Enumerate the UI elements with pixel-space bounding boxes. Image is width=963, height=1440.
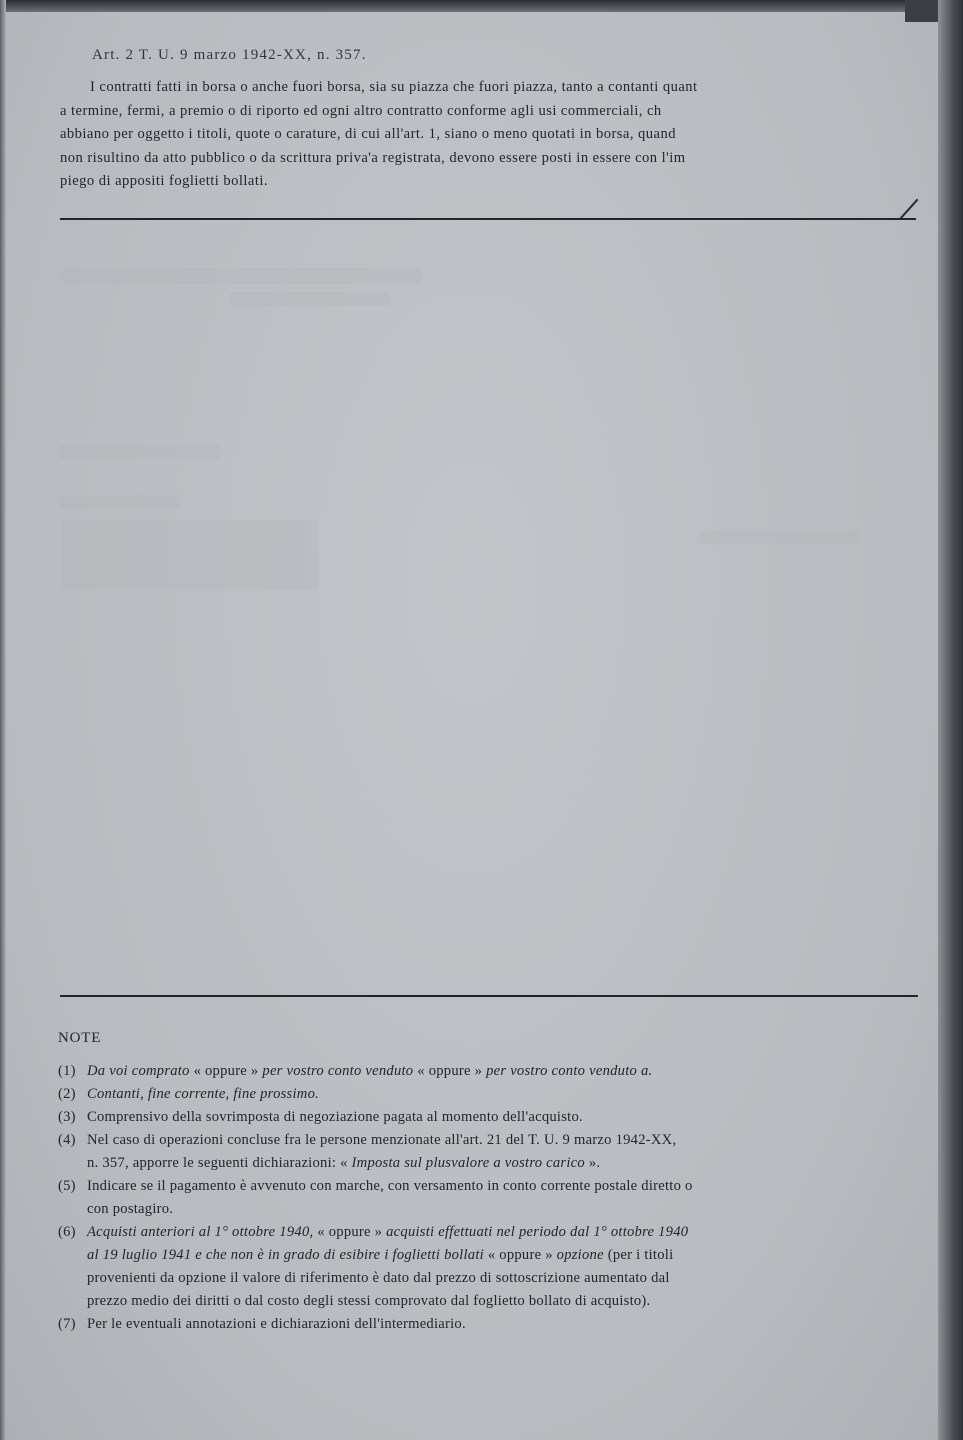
- note-item: [58, 1060, 924, 1083]
- note-number: (1): [58, 1063, 76, 1079]
- section-divider-top: [60, 218, 916, 220]
- note-item: [58, 1175, 924, 1198]
- note-continuation: [58, 1244, 924, 1267]
- note-number: (6): [58, 1224, 76, 1240]
- note-item: [58, 1129, 924, 1152]
- note-text: Nel caso di operazioni concluse fra le persone menzionate all'art. 21 del T. U. 9 marzo 1942-XX,: [87, 1132, 677, 1148]
- note-number: (2): [58, 1086, 76, 1102]
- note-text: (per i titoli: [603, 1247, 674, 1263]
- note-text: n. 357, apporre le seguenti dichiarazioni: «: [87, 1155, 352, 1171]
- note-text: Contanti, fine corrente, fine prossimo.: [87, 1086, 320, 1102]
- note-text: provenienti da opzione il valore di riferimento è dato dal prezzo di sottoscrizione aumentato dal: [87, 1270, 670, 1286]
- note-text: ».: [584, 1155, 601, 1171]
- note-text: prezzo medio dei diritti o dal costo degli stessi comprovato dal foglietto bollato di acquisto).: [87, 1293, 651, 1309]
- bleed-through-mark: [60, 495, 180, 509]
- note-continuation: [58, 1198, 924, 1221]
- scan-left-edge: [0, 0, 6, 1440]
- note-text: con postagiro.: [87, 1201, 174, 1217]
- note-continuation: [58, 1152, 924, 1175]
- bleed-through-mark: [700, 530, 860, 544]
- note-text: « oppure »: [417, 1063, 487, 1079]
- article-body: [60, 76, 916, 194]
- note-text: al 19 luglio 1941 e che non è in grado di esibire i foglietti bollati: [87, 1247, 488, 1263]
- note-text: « oppure »: [487, 1247, 557, 1263]
- note-number: (5): [58, 1178, 76, 1194]
- note-text: acquisti effettuati nel periodo dal 1° ottobre 1940: [386, 1224, 689, 1240]
- bleed-through-mark: [60, 445, 220, 459]
- note-item: [58, 1083, 924, 1106]
- note-text: Indicare se il pagamento è avvenuto con marche, con versamento in conto corrente postale diretto o: [87, 1178, 693, 1194]
- article-line: a termine, fermi, a premio o di riporto ed ogni altro contratto conforme agli usi commerciali, ch: [60, 102, 662, 119]
- article-line: non risultino da atto pubblico o da scrittura priva'a registrata, devono essere posti in essere con l'im: [60, 149, 686, 166]
- note-number: (3): [58, 1109, 76, 1125]
- note-text: « oppure »: [317, 1224, 387, 1240]
- note-text: opzione: [556, 1247, 604, 1263]
- note-text: per vostro conto venduto a.: [486, 1063, 653, 1079]
- article-heading: Art. 2 T. U. 9 marzo 1942-XX, n. 357.: [92, 47, 367, 63]
- article-line: I contratti fatti in borsa o anche fuori borsa, sia su piazza che fuori piazza, tanto a contanti quant: [90, 79, 698, 95]
- bleed-through-mark: [62, 520, 318, 590]
- notes-list: [58, 1060, 924, 1336]
- note-text: Da voi comprato: [87, 1063, 194, 1079]
- scan-top-edge: [0, 0, 963, 12]
- note-number: (7): [58, 1316, 76, 1332]
- article-line: piego di appositi foglietti bollati.: [60, 173, 268, 189]
- note-text: Acquisti anteriori al 1° ottobre 1940,: [87, 1224, 318, 1240]
- note-number: (4): [58, 1132, 76, 1148]
- note-text: Imposta sul plusvalore a vostro carico: [351, 1155, 585, 1171]
- section-divider-bottom: [60, 995, 918, 997]
- bleed-through-mark: [230, 292, 390, 306]
- note-item: [58, 1106, 924, 1129]
- note-text: « oppure »: [193, 1063, 263, 1079]
- notes-title: NOTE: [58, 1030, 102, 1046]
- note-item: [58, 1313, 924, 1336]
- note-text: Comprensivo della sovrimposta di negoziazione pagata al momento dell'acquisto.: [87, 1109, 583, 1125]
- note-item: [58, 1221, 924, 1244]
- note-text: Per le eventuali annotazioni e dichiarazioni dell'intermediario.: [87, 1316, 466, 1332]
- scan-right-edge: [938, 0, 963, 1440]
- note-continuation: [58, 1290, 924, 1313]
- bleed-through-mark: [62, 268, 422, 284]
- note-text: per vostro conto venduto: [262, 1063, 418, 1079]
- note-continuation: [58, 1267, 924, 1290]
- article-line: abbiano per oggetto i titoli, quote o carature, di cui all'art. 1, siano o meno quotati in borsa, quand: [60, 126, 676, 142]
